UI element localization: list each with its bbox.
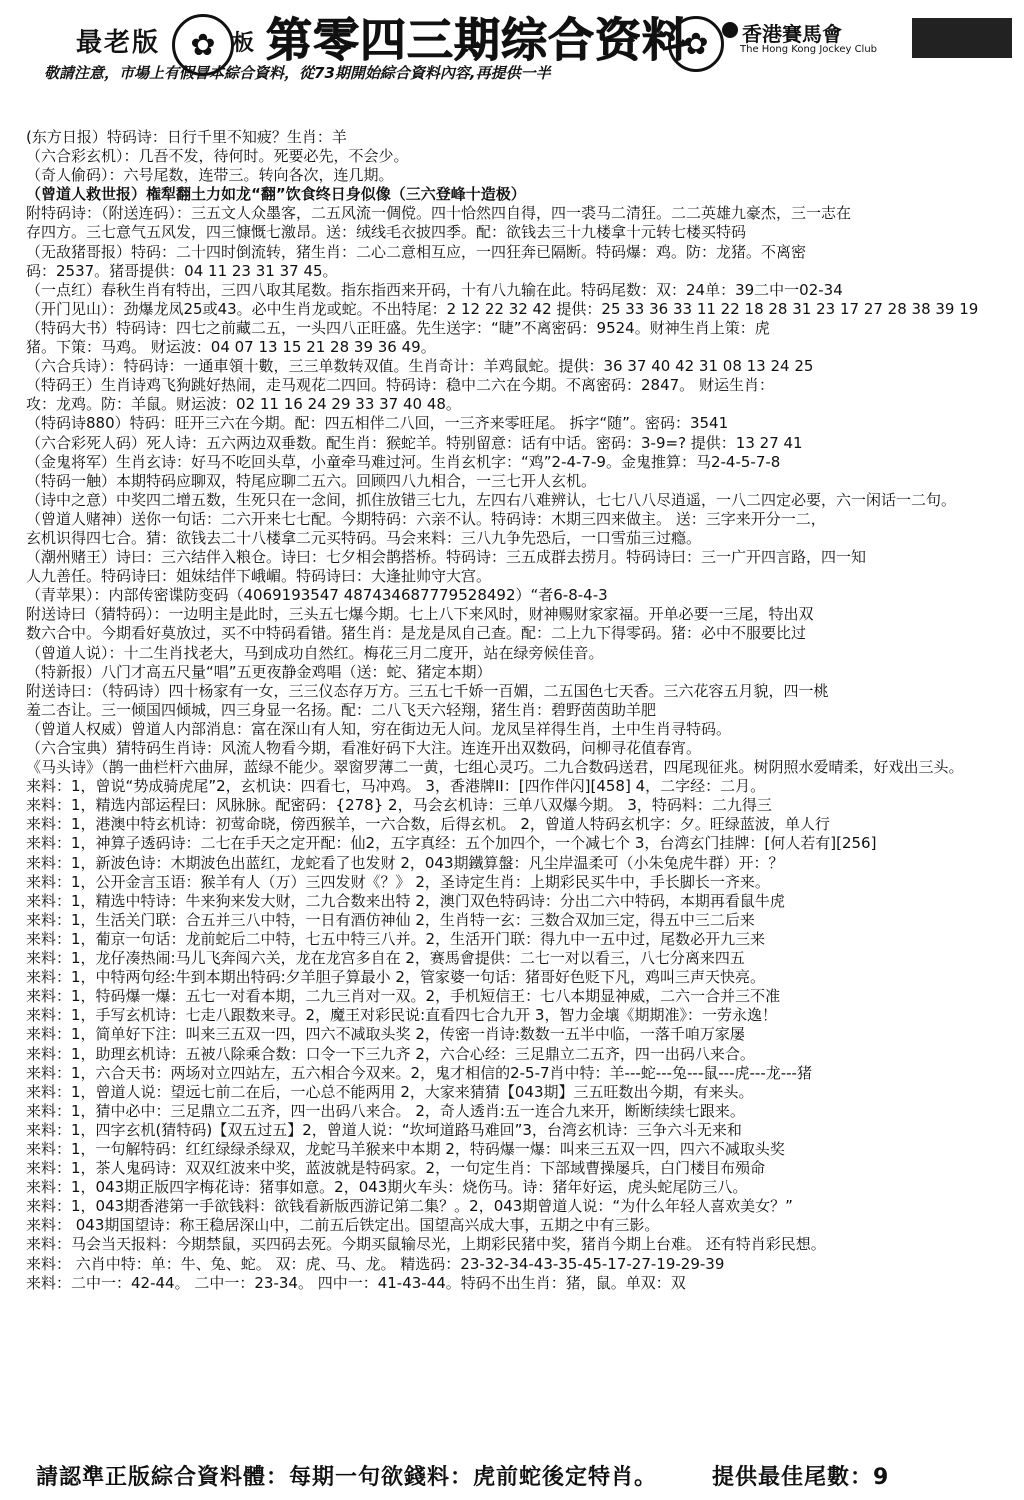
text-line: （特码大书）特码诗：四七之前藏二五，一头四八正旺盛。先生送字：“睫”不离密码：9524。财神生肖上策：虎: [26, 318, 770, 337]
text-line: （特码一触）本期特码应聊双，特尾应聊二五六。回顾四八九相合，一三七开人玄机。: [26, 471, 597, 490]
text-line: 来料：1，曾说“势成骑虎尾”2，玄机诀：四看七，马冲鸡。 3，香港牌II：[四作伴闪][458] 4，二字经：二月。: [26, 777, 766, 796]
text-line: （青苹果）：内部传密谍防变码（4069193547 487434687779528492）“者6-8-4-3: [26, 586, 608, 605]
text-line: 来料：1，公开金言玉语：猴羊有人（万）三四发财《？》 2，圣诗定生肖：上期彩民买牛中，手长脚长一齐来。: [26, 872, 770, 891]
text-line: 码：2537。猪哥提供：04 11 23 31 37 45。: [26, 261, 338, 280]
notice-text: 敬請注意，市場上有假冒本綜合資料，從73期開始綜合資料內容,再提供一半: [44, 64, 551, 82]
text-line: 来料：1，简单好下注：叫来三五双一四，四六不减取头奖 2，传密一肖诗:数数一五半中临，一落千咱万家屡: [26, 1025, 745, 1044]
text-line: （特新报）八门才高五尺量“唱”五更夜静金鸡唱（送：蛇、猪定本期）: [26, 662, 492, 681]
text-line: 来料：1，新波色诗：木期波色出蓝红，龙蛇看了也发财 2，043期鐵算盤：凡尘岸温柔可（小朱兔虎牛群）开：？: [26, 853, 784, 872]
text-line: 猪。下策：马鸡。 财运波：04 07 13 15 21 28 39 36 49。: [26, 338, 436, 357]
club-name: 香港賽馬會: [742, 22, 842, 46]
text-line: （开门见山）：劲爆龙凤25或43。必中生肖龙或蛇。不出特尾：2 12 22 32 42 提供：25 33 36 33 11 22 18 28 31 23 17 27 28 38 39 19: [26, 299, 979, 318]
text-line: （特码诗880）特码：旺开三六在今期。配：四五相伴二八回，一三齐来零旺尾。 拆字“随”。密码：3541: [26, 414, 729, 433]
footer-tail-number: 提供最佳尾數：9: [712, 1465, 890, 1490]
text-line: （潮州赌王）诗曰：三六结伴入粮仓。诗曰：七夕相会鹊搭桥。特码诗：三五成群去捞月。特码诗曰：三一广开四言路，四一知: [26, 548, 867, 567]
text-line: 来料：1，手写玄机诗：七走八跟数来寻。2，魔王对彩民说:直看四七合九开 3，智力金壤《期期准》：一劳永逸！: [26, 1006, 777, 1025]
text-line: （六合彩死人码）死人诗：五六两边双垂数。配生肖：猴蛇羊。特别留意：话有中话。密码：3-9=? 提供：13 27 41: [26, 433, 803, 452]
text-line: （六合彩玄机）：几吾不发，待何时。死要必先，不会少。: [26, 147, 409, 166]
text-line: 羞二杏让。三一倾国四倾城，四三身显一名扬。配：二八飞天六轻翔，猪生肖：碧野茵茵助羊肥: [26, 700, 657, 719]
text-line: 附送诗曰（猜特码）：一边明主是此时，三头五七爆今期。七上八下来风时，财神赐财家家福。开单必要一三尾，特出双: [26, 605, 814, 624]
text-line: （金鬼将军）生肖玄诗：好马不吃回头草，小童牵马难过河。生肖玄机字：“鸡”2-4-7-9。金鬼推算：马2-4-5-7-8: [26, 452, 781, 471]
text-line: 存四方。三七意气五风发，四三慷慨七激昂。送：绒线毛衣披四季。配：欲钱去三十九楼拿十元转七楼买特码: [26, 223, 747, 242]
emblem-icon: ✿: [172, 14, 234, 76]
text-line: 来料：1，一句解特码：红红绿绿杀绿双，龙蛇马羊猴来中本期 2，特码爆一爆：叫来三五双一四，四六不减取头奖: [26, 1139, 785, 1158]
text-line: 来料：1，043期正版四字梅花诗：猪事如意。2，043期火车头：烧伤马。诗：猪年好运，虎头蛇尾防三八。: [26, 1178, 748, 1197]
text-line: 来料： 六肖中特：单：牛、兔、蛇。 双：虎、马、龙。 精选码：23-32-34-43-35-45-17-27-19-29-39: [26, 1254, 725, 1273]
text-line: （曾道人权威）曾道人内部消息：富在深山有人知，穷在街边无人问。龙凤呈祥得生肖，土中生肖寻特码。: [26, 719, 732, 738]
edition-label: 最老版: [76, 28, 161, 58]
text-line: 附特码诗：（附送连码）：三五文人众墨客，二五风流一倜傥。四十恰然四自得，四一裘马二清狂。二二英雄九豪杰，三一志在: [26, 204, 852, 223]
text-line: 来料：1，茶人鬼码诗：双双红波来中奖，蓝波就是特码家。2，一句定生肖：下部域曹操屡兵，白门楼目布殒命: [26, 1159, 766, 1178]
text-line: （无敌猪哥报）特码：二十四时倒流转，猪生肖：二心二意相互应，一四狂奔已隔断。特码爆：鸡。防：龙猪。不离密: [26, 242, 807, 261]
text-line: 来料：1，港澳中特玄机诗：初莺命晓，傍西猴羊，一六合数，后得玄机。 2，曾道人特码玄机字：夕。旺绿蓝波，单人行: [26, 815, 830, 834]
text-line: 来料：1，中特两句经:牛到本期出特码:夕羊胆子算最小 2，管家婆一句话：猪哥好色贬下凡，鸡叫三声天快亮。: [26, 968, 765, 987]
text-line: 数六合中。今期看好莫放过，买不中特码看错。猪生肖：是龙是凤自己查。配：二上九下得零码。猪：必中不服要比过: [26, 624, 807, 643]
club-logo-icon: [722, 22, 738, 38]
text-line: 攻：龙鸡。防：羊鼠。财运波：02 11 16 24 29 33 37 40 48。: [26, 395, 461, 414]
text-line: （六合宝典）猜特码生肖诗：风流人物看今期，看准好码下大注。连连开出双数码，问柳寻花值春宵。: [26, 739, 702, 757]
text-line: 来料：1，龙仔凑热闹:马儿飞奔闯六关，龙在龙宫多自在 2，赛馬會提供：二七一对以看三，八七分离来四五: [26, 949, 745, 968]
text-line: （六合兵诗）：特码诗：一通車領十數，三三单数转双值。生肖奇计：羊鸡鼠蛇。提供：36 37 40 42 31 08 13 24 25: [26, 357, 814, 376]
text-line: 来料：1，六合天书：两场对立四站左，五六相合今双来。2，鬼才相信的2-5-7肖中特：羊---蛇---兔---鼠---虎---龙---猪: [26, 1063, 812, 1082]
text-line: (东方日报）特码诗：日行千里不知疲？生肖：羊: [26, 128, 347, 146]
lottery-badge-icon: [912, 18, 1012, 58]
text-line: 来料：1，生活关门联：合五并三八中特，一日有酒仿神仙 2，生肖特一玄：三数合双加三定，得五中三二后来: [26, 910, 755, 929]
ban-label: 板: [232, 31, 255, 56]
text-line: （诗中之意）中奖四二增五数，生死只在一念间，抓住放错三七九，左四右八难辨认，七七八八尽逍遥，一八二四定必要，六一闲话一二句。: [26, 490, 957, 509]
text-line: 玄机识得四七合。猜：欲钱去二十八楼拿二元买特码。马会来料：三八九争先恐后，一口雪茄三过瘾。: [26, 528, 702, 547]
text-line: （曾道人说）：十二生肖找老大，马到成功自然红。梅花三月二度开，站在绿旁候佳音。: [26, 643, 604, 662]
text-line: 来料：二中一：42-44。 二中一：23-34。 四中一：41-43-44。特码不出生肖：猪，鼠。单双：双: [26, 1273, 686, 1292]
footer-text: 請認準正版綜合資料體：每期一句欲錢料：虎前蛇後定特肖。: [36, 1465, 658, 1490]
text-line: 来料：马会当天报料：今期禁鼠，买四码去死。今期买鼠输尽光，上期彩民猪中奖，猪肖今期上台难。 还有特肖彩民想。: [26, 1235, 826, 1254]
content-body: [26, 128, 1018, 1293]
text-line: 来料：1，助理玄机诗：五被八除乘合数：口令一下三九齐 2，六合心经：三足鼎立二五齐，四一出码八来合。: [26, 1044, 755, 1063]
text-line: 来料：1，神算子透码诗：二七在手天之定开配：仙2，五字真经：五个加四个，一个减七个 3，台湾玄门挂牌：[何人若有][256]: [26, 834, 877, 853]
text-line: 来料：1，猜中必中：三足鼎立二五齐，四一出码八来合。 2，奇人透肖:五一连合九来开，断断续续七跟来。: [26, 1101, 745, 1120]
text-line: 来料：1，精选中特诗：牛来狗来发大财，二九合数来出特 2，澳门双色特码诗：分出二六中特码，本期再看鼠牛虎: [26, 891, 785, 910]
emblem-icon: ✿: [668, 16, 724, 72]
text-line: （奇人偷码）：六号尾数，连带三。转向各次，连几期。: [26, 166, 394, 185]
text-line: 来料：1，曾道人说：望远七前二在后，一心总不能两用 2，大家来猜猜【043期】三五旺数出今期，有来头。: [26, 1082, 754, 1101]
text-line: 来料：1，葡京一句话：龙前蛇后二中特，七五中特三八并。2，生活开门联：得九中一五中过，尾数必开九三来: [26, 929, 766, 948]
text-line: 来料： 043期国望诗：称王稳居深山中，二前五后铁定出。国望高兴成大事，五期之中有三影。: [26, 1216, 660, 1235]
text-line: 《马头诗》（鹊一曲栏杆六曲屏，蓝绿不能少。翠窗罗薄二一黄，七组心灵巧。二九合数码送君，四尾现征兆。树阴照水爱晴柔，好戏出三头。: [26, 758, 964, 777]
text-line: 附送诗曰：（特码诗）四十杨家有一女，三三仪态存万方。三五七千娇一百媚，二五国色七天香。三六花容五月貌，四一桃: [26, 681, 829, 700]
text-line: 来料：1，精选内部运程曰：风脉脉。配密码：{278} 2，马会玄机诗：三单八双爆今期。 3，特码料：二九得三: [26, 796, 772, 815]
text-line: 来料：1，043期香港第一手欲钱料：欲钱看新版西游记第二集？。2，043期曾道人说：“为什么年轻人喜欢美女？”: [26, 1197, 793, 1216]
text-line: （曾道人救世报）権犁翻土力如龙“翻”饮食终日身似像（三六登峰十造极）: [26, 185, 526, 204]
text-line: 人九善任。特码诗曰：姐妹结伴下峨嵋。特码诗曰：大逢扯帅守大宫。: [26, 567, 492, 586]
text-line: （一点红）春秋生肖有特出，三四八取其尾数。指东指西来开码，十有八九输在此。特码尾数：双：24单：39二中一02-34: [26, 280, 843, 299]
text-line: 来料：1，特码爆一爆：五七一对看本期，二九三肖对一双。2，手机短信王：七八本期显神威，二六一合并三不准: [26, 987, 781, 1006]
text-line: （曾道人赌神）送你一句话：二六开来七七配。今期特码：六亲不认。特码诗：木期三四来做主。 送：三字来开分一二，: [26, 509, 826, 528]
text-line: （特码王）生肖诗鸡飞狗跳好热闹，走马观花二四回。特码诗：稳中二六在今期。不离密码：2847。 财运生肖：: [26, 376, 774, 395]
header: [0, 0, 1024, 84]
text-line: 来料：1，四字玄机(猜特码)【双五过五】2，曾道人说：“坎坷道路马难回”3，台湾玄机诗：三争六斗无来和: [26, 1120, 742, 1139]
club-name-en: The Hong Kong Jockey Club: [740, 44, 878, 55]
page-title: 第零四三期综合资料: [266, 13, 689, 67]
